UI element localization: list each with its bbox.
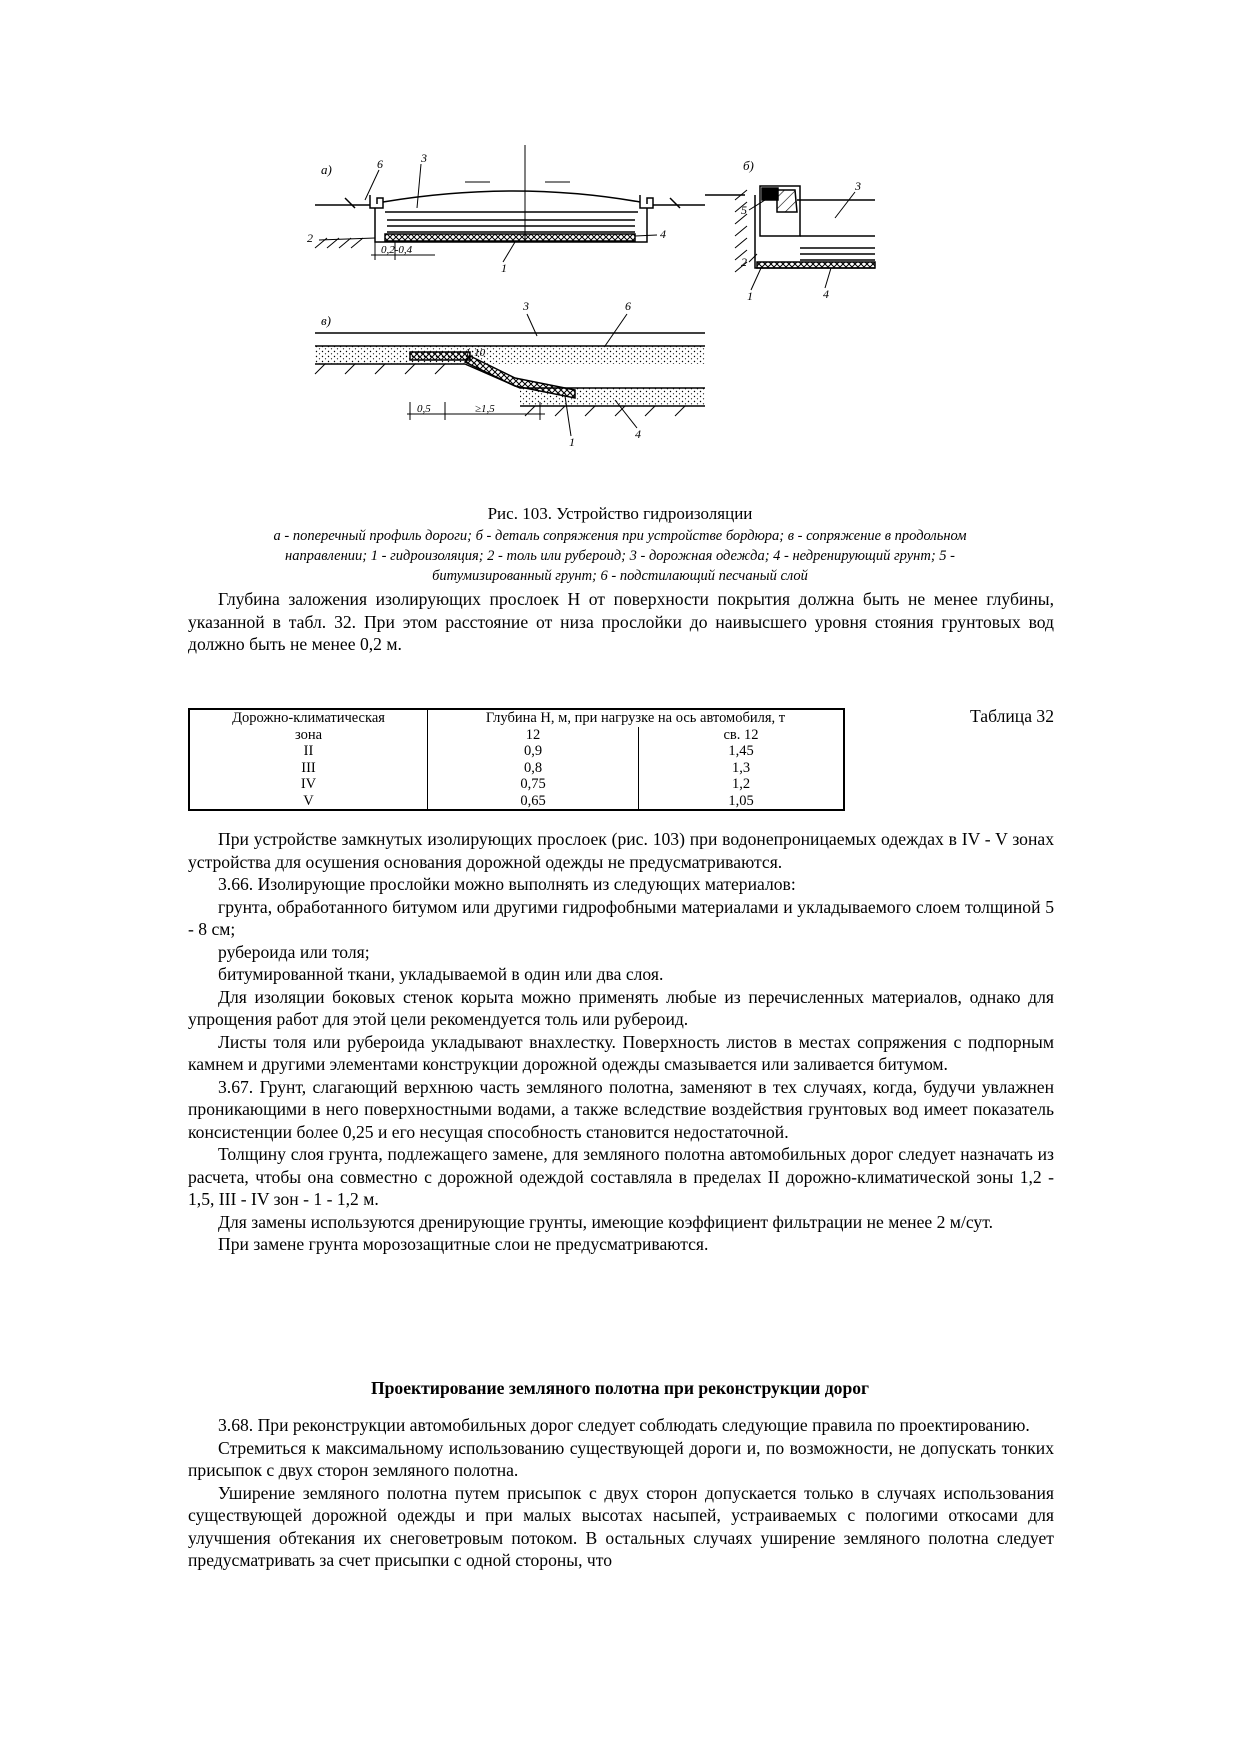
svg-text:б): б) (743, 158, 754, 173)
svg-text:≥1,5: ≥1,5 (475, 403, 495, 415)
paragraph: Листы толя или рубероида укладывают внахлестку. Поверхность листов в местах сопряжения с подпорным камнем и другими элементами конструкции дорожной одежды смазывается или заливается битумом. (188, 1031, 1054, 1074)
intro-paragraph-block (188, 588, 1054, 656)
legend-line-2: направлении; 1 - гидроизоляция; 2 - толь или рубероид; 3 - дорожная одежда; 4 - недренирующий грунт; 5 - (285, 548, 955, 564)
paragraph: грунта, обработанного битумом или другими гидрофобными материалами и укладываемого слоем толщиной 5 - 8 см; (188, 896, 1054, 939)
reconstruction-paragraphs (188, 1414, 1054, 1572)
paragraph: Толщину слоя грунта, подлежащего замене, для земляного полотна автомобильных дорог следует назначать из расчета, чтобы она совместно с дорожной одеждой составляла в пределах II дорожно-климатической зоны 1,2 - 1,5, III - IV зон - 1 - 1,2 м. (188, 1144, 1054, 1209)
svg-text:0,2-0,4: 0,2-0,4 (381, 244, 413, 256)
zone-cell: IV (189, 776, 428, 793)
legend-line-3: битумизированный грунт; 6 - подстилающий песчаный слой (432, 568, 808, 584)
table-row (189, 793, 844, 811)
depth-over12-cell: 1,05 (728, 792, 754, 809)
svg-text:1: 1 (747, 289, 753, 303)
svg-text:4: 4 (660, 227, 666, 241)
figure-103-drawing (307, 150, 875, 490)
table-row (189, 743, 844, 760)
label-a: а) (321, 162, 332, 177)
svg-text:1:10: 1:10 (465, 347, 486, 359)
table-32 (188, 708, 845, 811)
paragraph: Стремиться к максимальному использованию существующей дороги и, по возможности, не допускать тонких присыпок с двух сторон земляного полотна. (188, 1437, 1054, 1480)
subfigure-v (315, 299, 705, 449)
paragraph: Глубина заложения изолирующих прослоек Н от поверхности покрытия должна быть не менее глубины, указанной в табл. 32. При этом расстояние от низа прослойки до наивысшего уровня стояния грунтовых вод должно быть не менее 0,2 м. (188, 589, 1054, 654)
svg-text:3: 3 (421, 151, 427, 165)
header-zone-2: зона (189, 727, 428, 744)
paragraph: рубероида или толя; (218, 941, 370, 962)
table-header-row (189, 709, 844, 727)
depth-over12-cell: 1,2 (731, 776, 751, 792)
body-paragraphs (188, 828, 1054, 1256)
svg-text:4: 4 (823, 287, 829, 301)
table-row (189, 760, 844, 777)
header-zone-1: Дорожно-климатическая (189, 709, 428, 727)
depth-over12-cell: 1,3 (731, 759, 751, 776)
svg-text:0,5: 0,5 (417, 403, 431, 415)
zone-cell: II (189, 743, 428, 760)
depth-12-cell: 0,65 (428, 793, 639, 811)
svg-text:5: 5 (741, 203, 747, 217)
zone-cell: III (189, 760, 428, 777)
svg-text:1: 1 (501, 261, 507, 275)
paragraph: 3.68. При реконструкции автомобильных дорог следует соблюдать следующие правила по проектированию. (218, 1415, 1030, 1435)
svg-text:6: 6 (625, 299, 631, 313)
zone-cell: V (189, 793, 428, 811)
paragraph: Уширение земляного полотна путем присыпок с двух сторон допускается только в случаях использования существующей дорожной одежды и при малых высотах насыпей, устраиваемых с пологими откосами для улучшения обтекания их снеговетровым потоком. В остальных случаях уширение земляного полотна следует предусматривать за счет присыпки с одной стороны, что (188, 1482, 1054, 1570)
section-heading: Проектирование земляного полотна при реконструкции дорог (370, 1378, 870, 1398)
svg-text:2: 2 (307, 231, 313, 245)
header-over-12: св. 12 (723, 726, 759, 743)
depth-12-cell: 0,8 (428, 760, 639, 777)
depth-over12-cell: 1,45 (728, 743, 754, 759)
svg-text:1: 1 (569, 435, 575, 449)
svg-text:в): в) (321, 313, 331, 328)
paragraph: битумированной ткани, укладываемой в один или два слоя. (218, 964, 664, 984)
table-label: Таблица 32 (969, 706, 1054, 726)
paragraph: При устройстве замкнутых изолирующих прослоек (рис. 103) при водонепроницаемых одеждах в IV - V зонах устройства для осушения основания дорожной одежды не предусматриваются. (188, 829, 1054, 872)
depth-12-cell: 0,9 (428, 743, 639, 760)
subfigure-b (705, 158, 875, 303)
figure-caption-title: Рис. 103. Устройство гидроизоляции (487, 504, 753, 523)
svg-text:3: 3 (523, 299, 529, 313)
paragraph: При замене грунта морозозащитные слои не предусматриваются. (218, 1234, 709, 1254)
legend-line-1: а - поперечный профиль дороги; б - деталь сопряжения при устройстве бордюра; в - сопряжение в продольном (273, 528, 967, 544)
depth-12-cell: 0,75 (428, 776, 639, 793)
svg-text:6: 6 (377, 157, 383, 171)
paragraph: Для изоляции боковых стенок корыта можно применять любые из перечисленных материалов, однако для упрощения работ для этой цели рекомендуется толь или рубероид. (188, 986, 1054, 1029)
figure-caption-legend (210, 526, 1030, 586)
header-12: 12 (428, 727, 639, 744)
paragraph: 3.67. Грунт, слагающий верхнюю часть земляного полотна, заменяют в тех случаях, когда, будучи увлажнен проникающими в него поверхностными водами, а также вследствие воздействия грунтовых вод имеет показатель консистенции более 0,25 и его несущая способность становится недостаточной. (188, 1076, 1054, 1142)
paragraph: Для замены используются дренирующие грунты, имеющие коэффициент фильтрации не менее 2 м/сут. (218, 1211, 993, 1232)
table-row (189, 776, 844, 793)
header-depth: Глубина Н, м, при нагрузке на ось автомобиля, т (485, 710, 786, 726)
paragraph: 3.66. Изолирующие прослойки можно выполнять из следующих материалов: (218, 874, 796, 894)
svg-text:4: 4 (635, 427, 641, 441)
subfigure-a (307, 145, 705, 275)
table-header-row (189, 727, 844, 744)
svg-text:3: 3 (855, 179, 861, 193)
svg-text:2: 2 (741, 255, 747, 269)
